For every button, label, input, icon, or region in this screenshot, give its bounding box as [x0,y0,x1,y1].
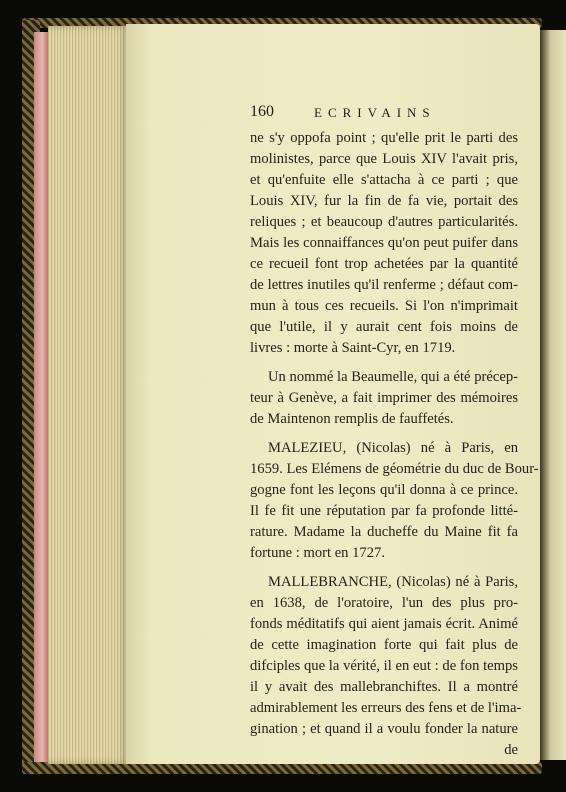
paragraph [250,572,522,740]
text-line: gogne font les leçons qu'il donna à ce prince. [250,482,518,498]
text-line: admirablement les erreurs des fens et de l'ima- [250,700,522,716]
page-header [250,103,516,123]
text-line: molinistes, parce que Louis XIV l'avait pris, [250,151,518,167]
text-line: de cette imagination forte qui fait plus de [250,637,518,653]
paragraph [250,367,518,430]
text-line: mun à tous ces recueils. Si l'on n'imprimait [250,298,518,314]
text-line: rature. Madame la ducheffe du Maine fit fa [250,524,518,540]
text-line: reliques ; et beaucoup d'autres particularités. [250,214,518,230]
text-line: en 1638, de l'oratoire, l'un des plus pro- [250,595,518,611]
text-line: difciples que la vérité, il en eut : de fon temps [250,658,518,674]
text-line: fortune : mort en 1727. [250,545,385,561]
text-line: Un nommé la Beaumelle, qui a été précep- [268,369,518,385]
text-line: 1659. Les Elémens de géométrie du duc de Bour- [250,461,539,477]
catchword: de [504,742,518,758]
facing-page-edge [540,30,566,760]
page-text [250,128,539,761]
text-line: gination ; et quand il a voulu fonder la nature [250,721,518,737]
text-line: de Maintenon remplis de fauffetés. [250,411,454,427]
text-line: ne s'y oppofa point ; qu'elle prit le parti des [250,130,518,146]
text-line: teur à Genève, a fait imprimer des mémoires [250,390,518,406]
endpaper [34,32,48,762]
text-line: MALEZIEU, (Nicolas) né à Paris, en [268,440,518,456]
text-line: ce recueil font trop achetées par la quantité [250,256,518,272]
text-line: fonds méditatifs qui aient jamais écrit. Animé [250,616,518,632]
running-head: ECRIVAINS [314,105,436,120]
text-line: il y avait des mallebranchiftes. Il a montré [250,679,518,695]
text-line: livres : morte à Saint-Cyr, en 1719. [250,340,456,356]
page-edges [48,26,130,764]
page-number: 160 [250,103,274,120]
text-line: Louis XIV, fur la fin de fa vie, portait des [250,193,518,209]
text-line: de lettres inutiles qu'il renferme ; défaut com- [250,277,518,293]
text-line: que l'utile, il y aurait cent fois moins de [250,319,518,335]
text-line: Il fe fit une réputation par fa profonde litté- [250,503,518,519]
text-line: Mais les connaiffances qu'on peut puifer dans [250,235,518,251]
paragraph [250,438,539,564]
text-line: et qu'enfuite elle s'attacha à ce parti ; que [250,172,518,188]
paragraph [250,128,518,359]
text-line: MALLEBRANCHE, (Nicolas) né à Paris, [268,574,518,590]
